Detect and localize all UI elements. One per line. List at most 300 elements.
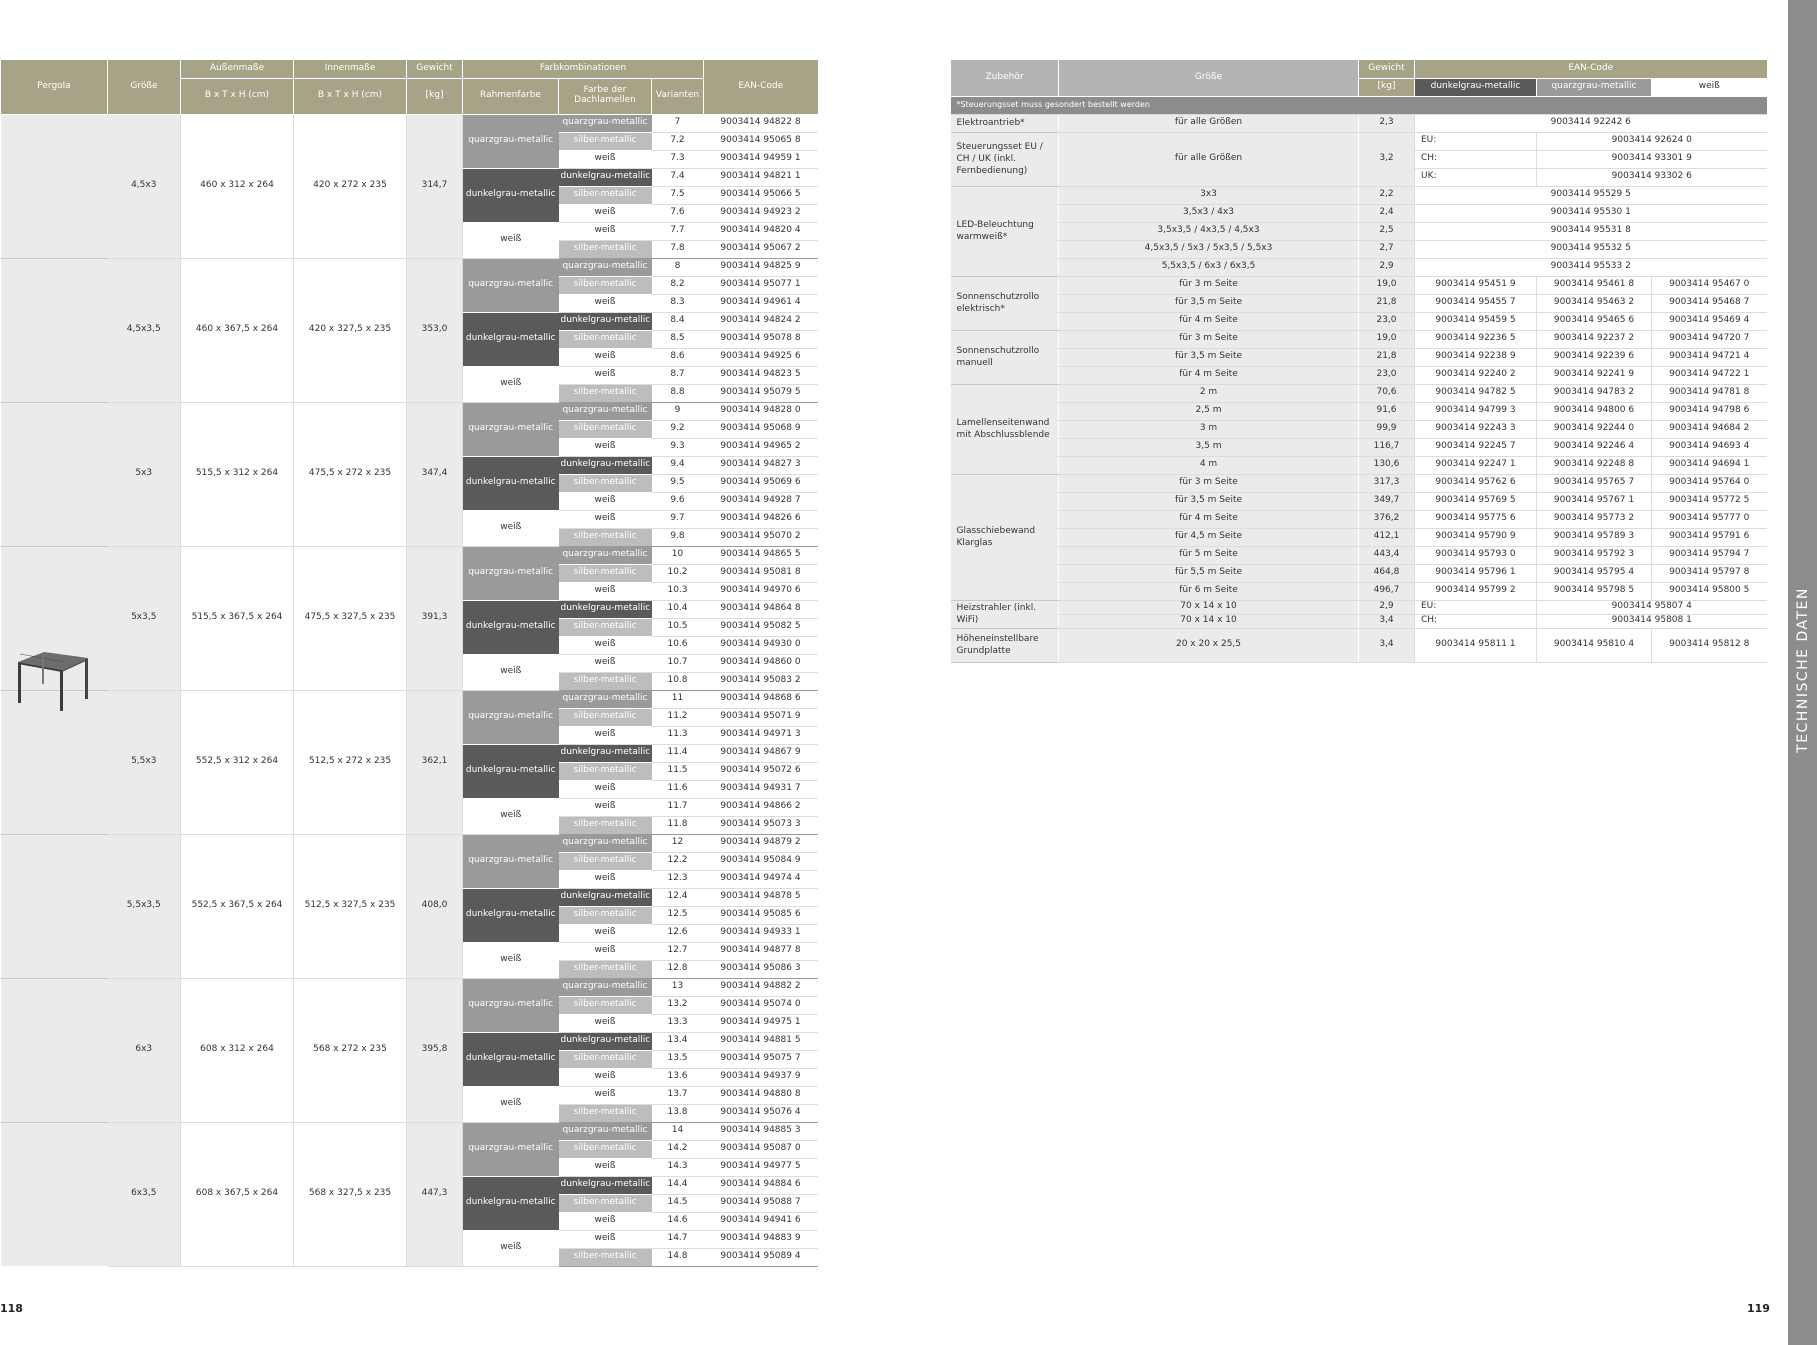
dachfarbe-cell: silber-metallic xyxy=(559,330,652,348)
ean-quarzgrau: 9003414 95798 5 xyxy=(1537,582,1652,600)
table-row xyxy=(951,240,1767,258)
dachfarbe-cell: dunkelgrau-metallic xyxy=(559,744,652,762)
table-row xyxy=(951,366,1767,384)
variante-cell: 10.2 xyxy=(652,564,704,582)
dachfarbe-cell: silber-metallic xyxy=(559,906,652,924)
table-row xyxy=(951,348,1767,366)
ean-cell: 9003414 95084 9 xyxy=(704,852,818,870)
ean-quarzgrau: 9003414 95767 1 xyxy=(1537,492,1652,510)
table-row xyxy=(1,1122,818,1140)
innen-cell: 475,5 x 327,5 x 235 xyxy=(294,546,407,690)
dachfarbe-cell: silber-metallic xyxy=(559,1104,652,1122)
table-row xyxy=(1,402,818,420)
ean-cell: 9003414 95082 5 xyxy=(704,618,818,636)
ean-dunkelgrau: 9003414 92245 7 xyxy=(1415,438,1537,456)
variante-cell: 9.5 xyxy=(652,474,704,492)
variante-cell: 13.5 xyxy=(652,1050,704,1068)
variante-cell: 7.2 xyxy=(652,132,704,150)
kg-cell: 70,6 xyxy=(1359,384,1415,402)
variante-cell: 14.6 xyxy=(652,1212,704,1230)
kg-cell: 19,0 xyxy=(1359,276,1415,294)
ean-cell: 9003414 95065 8 xyxy=(704,132,818,150)
ean-quarzgrau: 9003414 95795 4 xyxy=(1537,564,1652,582)
dachfarbe-cell: silber-metallic xyxy=(559,564,652,582)
ean-quarzgrau: 9003414 92248 8 xyxy=(1537,456,1652,474)
ean-cell: 9003414 93301 9 xyxy=(1537,150,1767,168)
variante-cell: 11 xyxy=(652,690,704,708)
header-weiss: weiß xyxy=(1652,78,1767,96)
zubehoer-name: Höheneinstellbare Grundplatte xyxy=(951,628,1059,662)
ean-cell: 9003414 94923 2 xyxy=(704,204,818,222)
header-ean: EAN-Code xyxy=(1415,60,1767,78)
dachfarbe-cell: weiß xyxy=(559,636,652,654)
kg-cell: 116,7 xyxy=(1359,438,1415,456)
aussen-cell: 608 x 367,5 x 264 xyxy=(181,1122,294,1266)
dachfarbe-cell: weiß xyxy=(559,798,652,816)
header-aussenmasse: Außenmaße xyxy=(181,60,294,78)
dachfarbe-cell: silber-metallic xyxy=(559,1248,652,1266)
dachfarbe-cell: silber-metallic xyxy=(559,474,652,492)
pergola-table xyxy=(0,60,818,1267)
header-innenmasse: Innenmaße xyxy=(294,60,407,78)
header-zubehoer: Zubehör xyxy=(951,60,1059,96)
ean-dunkelgrau: 9003414 92238 9 xyxy=(1415,348,1537,366)
ean-cell: 9003414 95072 6 xyxy=(704,762,818,780)
dachfarbe-cell: weiß xyxy=(559,1212,652,1230)
dachfarbe-cell: silber-metallic xyxy=(559,762,652,780)
groesse-cell: 3,5 m xyxy=(1059,438,1359,456)
pergola-icon xyxy=(14,644,92,712)
ean-cell: 9003414 95073 3 xyxy=(704,816,818,834)
header-gewicht: Gewicht xyxy=(407,60,463,78)
ean-cell: 9003414 94974 4 xyxy=(704,870,818,888)
ean-cell: 9003414 94881 5 xyxy=(704,1032,818,1050)
dachfarbe-cell: weiß xyxy=(559,1086,652,1104)
ean-dunkelgrau: 9003414 92243 3 xyxy=(1415,420,1537,438)
ean-cell: 9003414 94879 2 xyxy=(704,834,818,852)
ean-cell: 9003414 95067 2 xyxy=(704,240,818,258)
variante-cell: 7.4 xyxy=(652,168,704,186)
ean-cell: 9003414 94866 2 xyxy=(704,798,818,816)
dachfarbe-cell: weiß xyxy=(559,924,652,942)
table-row xyxy=(1,258,818,276)
kg-cell: 2,5 xyxy=(1359,222,1415,240)
dachfarbe-cell: silber-metallic xyxy=(559,960,652,978)
table-row xyxy=(951,456,1767,474)
ean-cell: 9003414 94820 4 xyxy=(704,222,818,240)
table-row xyxy=(951,600,1767,614)
ean-cell: 9003414 94821 1 xyxy=(704,168,818,186)
ean-cell: 9003414 94882 2 xyxy=(704,978,818,996)
zubehoer-name: LED-Beleuchtung warmweiß* xyxy=(951,186,1059,276)
header-quarzgrau: quarzgrau-metallic xyxy=(1537,78,1652,96)
ean-cell: 9003414 94825 9 xyxy=(704,258,818,276)
groesse-cell: für 3 m Seite xyxy=(1059,330,1359,348)
dachfarbe-cell: weiß xyxy=(559,366,652,384)
rahmen-quarzgrau: quarzgrau-metallic xyxy=(463,546,559,600)
dachfarbe-cell: silber-metallic xyxy=(559,852,652,870)
ean-weiss: 9003414 94721 4 xyxy=(1652,348,1767,366)
zubehoer-table xyxy=(950,60,1767,663)
groesse-cell: 5,5x3,5 / 6x3 / 6x3,5 xyxy=(1059,258,1359,276)
kg-cell: 3,4 xyxy=(1359,628,1415,662)
dachfarbe-cell: weiß xyxy=(559,654,652,672)
ean-cell: 9003414 95076 4 xyxy=(704,1104,818,1122)
table-row xyxy=(951,204,1767,222)
groesse-cell: für 3 m Seite xyxy=(1059,276,1359,294)
header-dachlamellen: Farbe der Dachlamellen xyxy=(559,78,652,114)
header-pergola: Pergola xyxy=(1,60,108,114)
ean-dunkelgrau: 9003414 94782 5 xyxy=(1415,384,1537,402)
kg-cell: 23,0 xyxy=(1359,312,1415,330)
kg-cell: 3,2 xyxy=(1359,132,1415,186)
rahmen-weiss: weiß xyxy=(463,366,559,402)
aussen-cell: 515,5 x 312 x 264 xyxy=(181,402,294,546)
region-label: CH: xyxy=(1415,614,1537,628)
ean-cell: 9003414 95078 8 xyxy=(704,330,818,348)
ean-cell: 9003414 95088 7 xyxy=(704,1194,818,1212)
kg-cell: 19,0 xyxy=(1359,330,1415,348)
ean-cell: 9003414 93302 6 xyxy=(1537,168,1767,186)
dachfarbe-cell: dunkelgrau-metallic xyxy=(559,1032,652,1050)
ean-cell: 9003414 94877 8 xyxy=(704,942,818,960)
groesse-cell: 2,5 m xyxy=(1059,402,1359,420)
ean-cell: 9003414 92242 6 xyxy=(1415,114,1767,132)
rahmen-quarzgrau: quarzgrau-metallic xyxy=(463,978,559,1032)
table-row xyxy=(951,528,1767,546)
ean-cell: 9003414 95529 5 xyxy=(1415,186,1767,204)
ean-quarzgrau: 9003414 92244 0 xyxy=(1537,420,1652,438)
variante-cell: 13.2 xyxy=(652,996,704,1014)
table-row xyxy=(951,114,1767,132)
variante-cell: 8.7 xyxy=(652,366,704,384)
dachfarbe-cell: weiß xyxy=(559,492,652,510)
ean-cell: 9003414 94937 9 xyxy=(704,1068,818,1086)
variante-cell: 11.3 xyxy=(652,726,704,744)
region-label: EU: xyxy=(1415,132,1537,150)
variante-cell: 10.4 xyxy=(652,600,704,618)
variante-cell: 12.8 xyxy=(652,960,704,978)
table-row xyxy=(951,258,1767,276)
ean-cell: 9003414 94867 9 xyxy=(704,744,818,762)
dachfarbe-cell: dunkelgrau-metallic xyxy=(559,168,652,186)
ean-cell: 9003414 94864 8 xyxy=(704,600,818,618)
dachfarbe-cell: silber-metallic xyxy=(559,1194,652,1212)
ean-dunkelgrau: 9003414 95793 0 xyxy=(1415,546,1537,564)
dachfarbe-cell: dunkelgrau-metallic xyxy=(559,456,652,474)
ean-cell: 9003414 94878 5 xyxy=(704,888,818,906)
ean-weiss: 9003414 94722 1 xyxy=(1652,366,1767,384)
size-cell: 5x3 xyxy=(108,402,181,546)
ean-dunkelgrau: 9003414 95769 5 xyxy=(1415,492,1537,510)
variante-cell: 9 xyxy=(652,402,704,420)
table-row xyxy=(1,690,818,708)
variante-cell: 11.5 xyxy=(652,762,704,780)
ean-cell: 9003414 94865 5 xyxy=(704,546,818,564)
dachfarbe-cell: weiß xyxy=(559,1158,652,1176)
variante-cell: 14.3 xyxy=(652,1158,704,1176)
gewicht-cell: 447,3 xyxy=(407,1122,463,1266)
dachfarbe-cell: silber-metallic xyxy=(559,618,652,636)
rahmen-weiss: weiß xyxy=(463,654,559,690)
dachfarbe-cell: weiß xyxy=(559,222,652,240)
dachfarbe-cell: weiß xyxy=(559,1014,652,1032)
ean-cell: 9003414 94971 3 xyxy=(704,726,818,744)
innen-cell: 512,5 x 272 x 235 xyxy=(294,690,407,834)
ean-weiss: 9003414 95797 8 xyxy=(1652,564,1767,582)
rahmen-weiss: weiß xyxy=(463,510,559,546)
variante-cell: 14.5 xyxy=(652,1194,704,1212)
ean-cell: 9003414 95087 0 xyxy=(704,1140,818,1158)
rahmen-quarzgrau: quarzgrau-metallic xyxy=(463,690,559,744)
ean-dunkelgrau: 9003414 95799 2 xyxy=(1415,582,1537,600)
rahmen-dunkelgrau: dunkelgrau-metallic xyxy=(463,600,559,654)
variante-cell: 9.7 xyxy=(652,510,704,528)
ean-cell: 9003414 94933 1 xyxy=(704,924,818,942)
variante-cell: 8.3 xyxy=(652,294,704,312)
header-groesse: Größe xyxy=(108,60,181,114)
ean-cell: 9003414 94941 6 xyxy=(704,1212,818,1230)
ean-cell: 9003414 94930 0 xyxy=(704,636,818,654)
ean-dunkelgrau: 9003414 92240 2 xyxy=(1415,366,1537,384)
pergola-blank-cell xyxy=(1,978,108,1122)
size-cell: 4,5x3,5 xyxy=(108,258,181,402)
ean-cell: 9003414 95071 9 xyxy=(704,708,818,726)
zubehoer-name: Sonnenschutzrollo elektrisch* xyxy=(951,276,1059,330)
rahmen-weiss: weiß xyxy=(463,222,559,258)
dachfarbe-cell: weiß xyxy=(559,780,652,798)
rahmen-dunkelgrau: dunkelgrau-metallic xyxy=(463,312,559,366)
ean-weiss: 9003414 94693 4 xyxy=(1652,438,1767,456)
variante-cell: 8.8 xyxy=(652,384,704,402)
zubehoer-name: Sonnenschutzrollo manuell xyxy=(951,330,1059,384)
ean-dunkelgrau: 9003414 95459 5 xyxy=(1415,312,1537,330)
variante-cell: 7.5 xyxy=(652,186,704,204)
ean-cell: 9003414 95089 4 xyxy=(704,1248,818,1266)
ean-cell: 9003414 95532 5 xyxy=(1415,240,1767,258)
pergola-blank-cell xyxy=(1,1122,108,1266)
header-kg: [kg] xyxy=(1359,78,1415,96)
dachfarbe-cell: silber-metallic xyxy=(559,240,652,258)
variante-cell: 10 xyxy=(652,546,704,564)
variante-cell: 12.2 xyxy=(652,852,704,870)
variante-cell: 12.4 xyxy=(652,888,704,906)
table-row xyxy=(951,614,1767,628)
dachfarbe-cell: silber-metallic xyxy=(559,384,652,402)
variante-cell: 10.7 xyxy=(652,654,704,672)
table-row xyxy=(951,582,1767,600)
groesse-cell: für 4,5 m Seite xyxy=(1059,528,1359,546)
ean-cell: 9003414 94970 6 xyxy=(704,582,818,600)
dachfarbe-cell: dunkelgrau-metallic xyxy=(559,888,652,906)
variante-cell: 9.8 xyxy=(652,528,704,546)
ean-weiss: 9003414 95467 0 xyxy=(1652,276,1767,294)
dachfarbe-cell: weiß xyxy=(559,438,652,456)
rahmen-dunkelgrau: dunkelgrau-metallic xyxy=(463,1176,559,1230)
dachfarbe-cell: weiß xyxy=(559,1068,652,1086)
variante-cell: 12.5 xyxy=(652,906,704,924)
zubehoer-name: Lamellenseitenwand mit Abschlussblende xyxy=(951,384,1059,474)
groesse-cell: 3 m xyxy=(1059,420,1359,438)
groesse-cell: für 3,5 m Seite xyxy=(1059,348,1359,366)
region-label: CH: xyxy=(1415,150,1537,168)
pergola-blank-cell xyxy=(1,258,108,402)
kg-cell: 496,7 xyxy=(1359,582,1415,600)
dachfarbe-cell: quarzgrau-metallic xyxy=(559,690,652,708)
dachfarbe-cell: weiß xyxy=(559,150,652,168)
rahmen-quarzgrau: quarzgrau-metallic xyxy=(463,114,559,168)
kg-cell: 443,4 xyxy=(1359,546,1415,564)
aussen-cell: 460 x 367,5 x 264 xyxy=(181,258,294,402)
ean-weiss: 9003414 95794 7 xyxy=(1652,546,1767,564)
innen-cell: 420 x 272 x 235 xyxy=(294,114,407,258)
rahmen-dunkelgrau: dunkelgrau-metallic xyxy=(463,456,559,510)
kg-cell: 2,7 xyxy=(1359,240,1415,258)
ean-dunkelgrau: 9003414 95455 7 xyxy=(1415,294,1537,312)
variante-cell: 10.6 xyxy=(652,636,704,654)
kg-cell: 3,4 xyxy=(1359,614,1415,628)
ean-dunkelgrau: 9003414 95451 9 xyxy=(1415,276,1537,294)
variante-cell: 10.8 xyxy=(652,672,704,690)
ean-cell: 9003414 94884 6 xyxy=(704,1176,818,1194)
variante-cell: 13.4 xyxy=(652,1032,704,1050)
header-groesse: Größe xyxy=(1059,60,1359,96)
ean-quarzgrau: 9003414 95463 2 xyxy=(1537,294,1652,312)
ean-cell: 9003414 94925 6 xyxy=(704,348,818,366)
variante-cell: 13.7 xyxy=(652,1086,704,1104)
groesse-cell: 4 m xyxy=(1059,456,1359,474)
aussen-cell: 552,5 x 367,5 x 264 xyxy=(181,834,294,978)
table-row xyxy=(951,312,1767,330)
variante-cell: 8.4 xyxy=(652,312,704,330)
variante-cell: 11.4 xyxy=(652,744,704,762)
dachfarbe-cell: silber-metallic xyxy=(559,672,652,690)
table-row xyxy=(951,186,1767,204)
dachfarbe-cell: weiß xyxy=(559,204,652,222)
rahmen-dunkelgrau: dunkelgrau-metallic xyxy=(463,168,559,222)
ean-cell: 9003414 95070 2 xyxy=(704,528,818,546)
pergola-blank-cell xyxy=(1,834,108,978)
ean-cell: 9003414 95081 8 xyxy=(704,564,818,582)
ean-weiss: 9003414 94720 7 xyxy=(1652,330,1767,348)
ean-quarzgrau: 9003414 95810 4 xyxy=(1537,628,1652,662)
ean-weiss: 9003414 95800 5 xyxy=(1652,582,1767,600)
variante-cell: 12.6 xyxy=(652,924,704,942)
variante-cell: 14 xyxy=(652,1122,704,1140)
gewicht-cell: 391,3 xyxy=(407,546,463,690)
variante-cell: 11.7 xyxy=(652,798,704,816)
dachfarbe-cell: weiß xyxy=(559,1230,652,1248)
ean-cell: 9003414 94826 6 xyxy=(704,510,818,528)
table-row xyxy=(1,114,818,132)
ean-dunkelgrau: 9003414 92236 5 xyxy=(1415,330,1537,348)
ean-cell: 9003414 94965 2 xyxy=(704,438,818,456)
dachfarbe-cell: quarzgrau-metallic xyxy=(559,402,652,420)
header-gewicht: Gewicht xyxy=(1359,60,1415,78)
ean-cell: 9003414 94977 5 xyxy=(704,1158,818,1176)
dachfarbe-cell: silber-metallic xyxy=(559,1140,652,1158)
variante-cell: 13.3 xyxy=(652,1014,704,1032)
groesse-cell: 2 m xyxy=(1059,384,1359,402)
ean-cell: 9003414 95807 4 xyxy=(1537,600,1767,614)
dachfarbe-cell: silber-metallic xyxy=(559,996,652,1014)
table-row xyxy=(951,294,1767,312)
ean-cell: 9003414 95083 2 xyxy=(704,672,818,690)
table-row xyxy=(951,384,1767,402)
ean-quarzgrau: 9003414 95465 6 xyxy=(1537,312,1652,330)
kg-cell: 376,2 xyxy=(1359,510,1415,528)
ean-weiss: 9003414 95791 6 xyxy=(1652,528,1767,546)
ean-cell: 9003414 95074 0 xyxy=(704,996,818,1014)
variante-cell: 7.8 xyxy=(652,240,704,258)
variante-cell: 7.7 xyxy=(652,222,704,240)
variante-cell: 11.8 xyxy=(652,816,704,834)
table-row xyxy=(951,132,1767,150)
dachfarbe-cell: quarzgrau-metallic xyxy=(559,978,652,996)
dachfarbe-cell: quarzgrau-metallic xyxy=(559,1122,652,1140)
variante-cell: 12.7 xyxy=(652,942,704,960)
ean-cell: 9003414 94883 9 xyxy=(704,1230,818,1248)
groesse-cell: 20 x 20 x 25,5 xyxy=(1059,628,1359,662)
dachfarbe-cell: weiß xyxy=(559,510,652,528)
ean-cell: 9003414 95069 6 xyxy=(704,474,818,492)
ean-cell: 9003414 94928 7 xyxy=(704,492,818,510)
header-varianten: Varianten xyxy=(652,78,704,114)
kg-cell: 99,9 xyxy=(1359,420,1415,438)
dachfarbe-cell: weiß xyxy=(559,870,652,888)
ean-cell: 9003414 92624 0 xyxy=(1537,132,1767,150)
variante-cell: 13.8 xyxy=(652,1104,704,1122)
variante-cell: 9.6 xyxy=(652,492,704,510)
table-row xyxy=(951,276,1767,294)
ean-dunkelgrau: 9003414 94799 3 xyxy=(1415,402,1537,420)
innen-cell: 420 x 327,5 x 235 xyxy=(294,258,407,402)
table-row xyxy=(951,330,1767,348)
groesse-cell: für 4 m Seite xyxy=(1059,366,1359,384)
ean-cell: 9003414 95077 1 xyxy=(704,276,818,294)
variante-cell: 10.5 xyxy=(652,618,704,636)
variante-cell: 14.7 xyxy=(652,1230,704,1248)
gewicht-cell: 395,8 xyxy=(407,978,463,1122)
groesse-cell: 70 x 14 x 10 xyxy=(1059,600,1359,614)
ean-cell: 9003414 95531 8 xyxy=(1415,222,1767,240)
ean-quarzgrau: 9003414 95765 7 xyxy=(1537,474,1652,492)
groesse-cell: für 3,5 m Seite xyxy=(1059,492,1359,510)
zubehoer-name: Glasschiebewand Klarglas xyxy=(951,474,1059,600)
header-kg: [kg] xyxy=(407,78,463,114)
ean-weiss: 9003414 95764 0 xyxy=(1652,474,1767,492)
kg-cell: 2,9 xyxy=(1359,258,1415,276)
table-row xyxy=(1,546,818,564)
region-label: UK: xyxy=(1415,168,1537,186)
gewicht-cell: 353,0 xyxy=(407,258,463,402)
variante-cell: 8.5 xyxy=(652,330,704,348)
groesse-cell: für 4 m Seite xyxy=(1059,510,1359,528)
groesse-cell: 4,5x3,5 / 5x3 / 5x3,5 / 5,5x3 xyxy=(1059,240,1359,258)
variante-cell: 10.3 xyxy=(652,582,704,600)
header-btxh-aussen: B x T x H (cm) xyxy=(181,78,294,114)
ean-cell: 9003414 94828 0 xyxy=(704,402,818,420)
groesse-cell: für 3,5 m Seite xyxy=(1059,294,1359,312)
ean-weiss: 9003414 95777 0 xyxy=(1652,510,1767,528)
rahmen-quarzgrau: quarzgrau-metallic xyxy=(463,258,559,312)
kg-cell: 2,4 xyxy=(1359,204,1415,222)
ean-cell: 9003414 95066 5 xyxy=(704,186,818,204)
rahmen-weiss: weiß xyxy=(463,1230,559,1266)
dachfarbe-cell: weiß xyxy=(559,942,652,960)
gewicht-cell: 408,0 xyxy=(407,834,463,978)
header-rahmenfarbe: Rahmenfarbe xyxy=(463,78,559,114)
